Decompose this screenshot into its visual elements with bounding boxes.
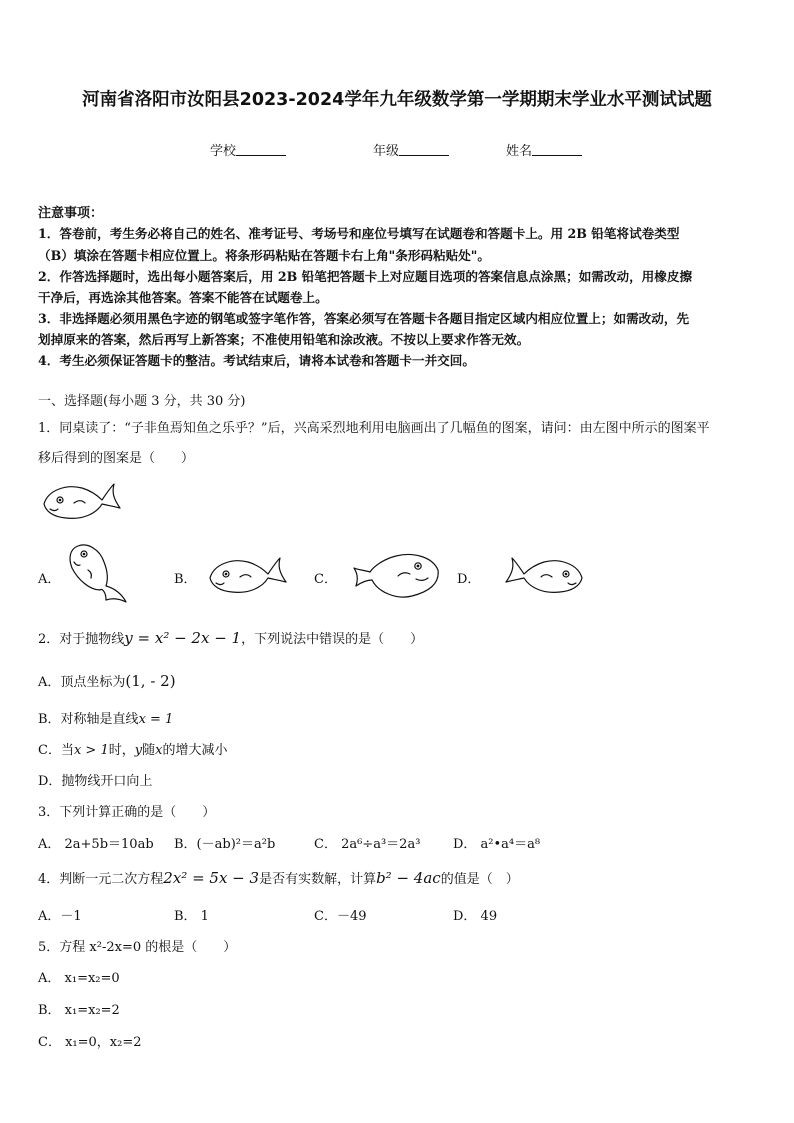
- q4-prefix: 4．判断一元二次方程: [38, 872, 164, 887]
- school-blank[interactable]: [236, 143, 286, 156]
- notes-line: （B）填涂在答题卡相应位置上。将条形码粘贴在答题卡右上角"条形码粘贴处"。: [38, 248, 490, 263]
- question-3-option-c[interactable]: C． 2a⁶÷a³＝2a³: [314, 837, 421, 852]
- question-4-option-c[interactable]: C．－49: [314, 909, 367, 924]
- notes-line: 1．答卷前，考生务必将自己的姓名、准考证号、考场号和座位号填写在试题卷和答题卡上。用 2B 铅笔将试卷类型: [38, 226, 680, 241]
- option-d[interactable]: D．: [457, 572, 481, 587]
- name-blank[interactable]: [532, 143, 582, 156]
- name-label: 姓名: [506, 144, 533, 159]
- section-heading: 一、选择题(每小题 3 分，共 30 分): [38, 394, 246, 409]
- question-5-option-a[interactable]: A． x₁=x₂=0: [38, 971, 120, 986]
- question-4-option-a[interactable]: A．－1: [38, 909, 82, 924]
- q2-c-text: 随: [142, 743, 156, 758]
- page-title: 河南省洛阳市汝阳县2023-2024学年九年级数学第一学期期末学业水平测试试题: [82, 90, 712, 110]
- q4-formula: 2x² = 5x − 3: [163, 869, 260, 887]
- question-1-stem-cont: 移后得到的图案是（ ）: [38, 451, 195, 466]
- school-label: 学校: [210, 144, 237, 159]
- fish-translated-icon[interactable]: [206, 552, 290, 602]
- notes-line: 2．作答选择题时，选出每小题答案后，用 2B 铅笔把答题卡上对应题目选项的答案信息点涂黑；如需改动，用橡皮擦: [38, 269, 693, 284]
- notes-line: 4．考生必须保证答题卡的整洁。考试结束后，请将本试卷和答题卡一并交回。: [38, 353, 475, 368]
- question-2-option-d[interactable]: D．抛物线开口向上: [38, 774, 153, 789]
- question-3-option-d[interactable]: D． a²•a⁴＝a⁸: [453, 837, 541, 852]
- question-5-stem: 5．方程 x²-2x=0 的根是（ ）: [38, 940, 237, 955]
- name-field: [506, 140, 582, 159]
- grade-blank[interactable]: [399, 143, 449, 156]
- option-c[interactable]: C．: [314, 572, 337, 587]
- notes-heading: 注意事项：: [38, 206, 104, 221]
- notes-line: 划掉原来的答案，然后再写上新答案；不准使用铅笔和涂改液。不按以上要求作答无效。: [38, 332, 530, 347]
- q4-formula2: b² − 4ac: [376, 869, 441, 887]
- question-2-option-c[interactable]: [38, 739, 227, 758]
- fish-rotated-icon[interactable]: [66, 540, 132, 610]
- question-1-stem: 1．同桌读了：“子非鱼焉知鱼之乐乎？”后，兴高采烈地利用电脑画出了几幅鱼的图案，请问：由左图中所示的图案平: [38, 421, 710, 436]
- q2-c-math2: y: [134, 743, 143, 758]
- option-b[interactable]: B．: [174, 572, 197, 587]
- question-5-option-c[interactable]: C． x₁=0，x₂=2: [38, 1035, 142, 1050]
- fish-reflected-icon[interactable]: [498, 552, 586, 602]
- question-3-option-b[interactable]: B．(－ab)²＝a²b: [174, 837, 276, 852]
- question-2-stem: [38, 628, 423, 647]
- notes-line: 干净后，再选涂其他答案。答案不能答在试题卷上。: [38, 290, 328, 305]
- q4-suffix: 的值是（ ）: [440, 872, 519, 887]
- question-3-option-a[interactable]: A． 2a+5b＝10ab: [38, 837, 154, 852]
- q2-c-text: 时，: [108, 743, 135, 758]
- q4-mid: 是否有实数解，计算: [259, 872, 377, 887]
- question-2-option-a[interactable]: [38, 671, 176, 690]
- fish-original-icon: [40, 478, 124, 528]
- question-4-stem: [38, 868, 519, 887]
- question-3-stem: 3．下列计算正确的是（ ）: [38, 805, 216, 820]
- question-4-option-d[interactable]: D． 49: [453, 909, 498, 924]
- grade-label: 年级: [373, 144, 400, 159]
- q2-c-math1: x > 1: [73, 743, 109, 758]
- question-4-option-b[interactable]: B． 1: [174, 909, 209, 924]
- grade-field: [373, 140, 449, 159]
- q2-suffix: ，下列说法中错误的是（ ）: [241, 632, 424, 647]
- q2-c-math3: x: [155, 743, 163, 758]
- school-field: [210, 140, 286, 159]
- q2-c-text: 的增大减小: [162, 743, 228, 758]
- q2-formula: y = x² − 2x − 1: [124, 629, 242, 647]
- option-a[interactable]: A．: [38, 572, 61, 587]
- q2-b-text: B．对称轴是直线: [38, 712, 139, 727]
- question-2-option-b[interactable]: [38, 708, 173, 727]
- q2-a-math: (1, - 2): [125, 672, 176, 690]
- notes-line: 3．非选择题必须用黑色字迹的钢笔或签字笔作答，答案必须写在答题卡各题目指定区域内相应位置上；如需改动，先: [38, 311, 690, 326]
- q2-c-text: C．当: [38, 743, 74, 758]
- fish-enlarged-icon[interactable]: [350, 548, 442, 606]
- q2-b-math: x = 1: [138, 712, 174, 727]
- question-5-option-b[interactable]: B． x₁=x₂=2: [38, 1003, 120, 1018]
- q2-prefix: 2．对于抛物线: [38, 632, 125, 647]
- q2-a-text: A．顶点坐标为: [38, 675, 126, 690]
